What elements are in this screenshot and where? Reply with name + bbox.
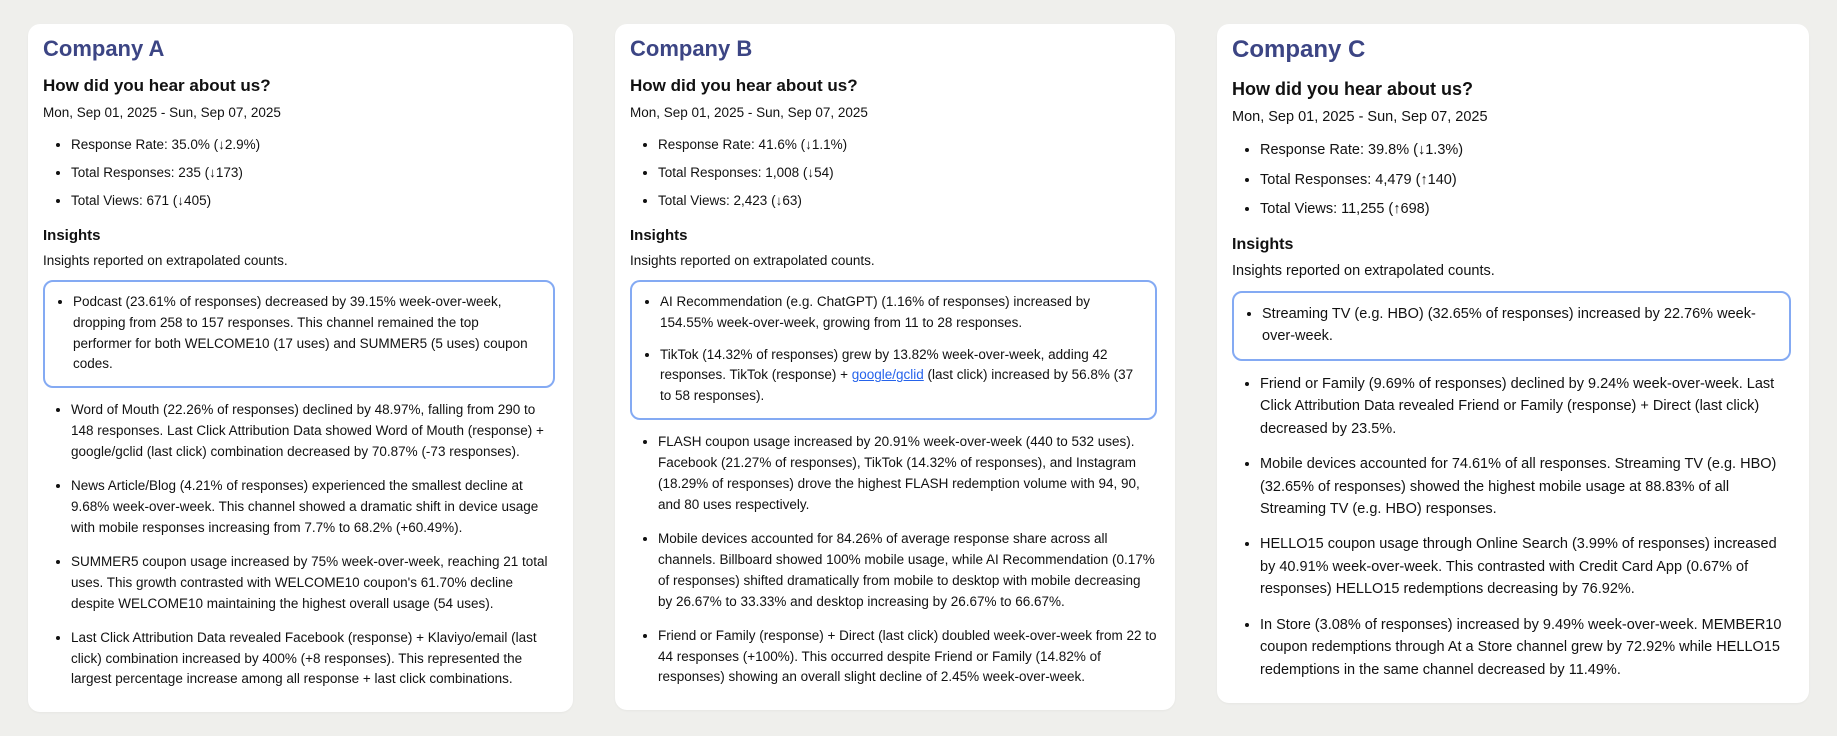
insight-item: • Podcast (23.61% of responses) decreased by 39.15% week-over-week, dropping from 258 to 157 responses. This channel remained the top performer for both WELCOME10 (17 uses) and SUMMER5 (5 uses) coupon codes. [73,292,541,376]
summary-stats [1232,141,1791,220]
stat-total-responses: • Total Responses: 1,008 (↓54) [658,164,1157,182]
insight-item: • Friend or Family (response) + Direct (last click) doubled week-over-week from 22 to 44 responses (+100%). This occurred despite Friend or Family (14.82% of responses) showing an overall slight decline of 2.45% week-over-week. [658,626,1157,689]
stat-response-rate: • Response Rate: 41.6% (↓1.1%) [658,136,1157,154]
highlighted-insight-box[interactable] [630,280,1157,421]
date-range: Mon, Sep 01, 2025 - Sun, Sep 07, 2025 [1232,109,1488,125]
insight-item: • AI Recommendation (e.g. ChatGPT) (1.16% of responses) increased by 154.55% week-over-week, growing from 11 to 28 responses. [660,292,1143,334]
company-title: Company A [43,36,165,61]
highlighted-insight-box[interactable] [1232,291,1791,361]
date-range: Mon, Sep 01, 2025 - Sun, Sep 07, 2025 [630,105,868,120]
insight-item: • FLASH coupon usage increased by 20.91% week-over-week (440 to 532 uses). Facebook (21.27% of responses), TikTok (14.32% of responses), and Instagram (18.29% of responses) drove the highest FLASH redemption volume with 94, 90, and 80 uses respectively. [658,432,1157,516]
insight-item: • Word of Mouth (22.26% of responses) declined by 48.97%, falling from 290 to 148 responses. Last Click Attribution Data showed Word of Mouth (response) + google/gclid (last click) combination decreased by 70.87% (-73 responses). [71,400,555,463]
insight-item: • SUMMER5 coupon usage increased by 75% week-over-week, reaching 21 total uses. This growth contrasted with WELCOME10 coupon's 61.70% decline despite WELCOME10 maintaining the highest overall usage (54 uses). [71,552,555,615]
highlighted-insight-list [634,292,1143,408]
insight-item [660,345,1143,408]
stat-response-rate: • Response Rate: 39.8% (↓1.3%) [1260,141,1791,161]
insights-heading: Insights [43,226,101,244]
summary-stats [43,136,555,211]
highlighted-insight-list [47,292,541,376]
insights-note: Insights reported on extrapolated counts. [630,252,875,268]
company-title: Company B [630,36,753,61]
insight-item: • In Store (3.08% of responses) increased by 9.49% week-over-week. MEMBER10 coupon redemptions through At a Store channel grew by 72.92% while HELLO15 redemptions in the same channel decreased by 11.49%. [1260,614,1791,681]
stat-response-rate: • Response Rate: 35.0% (↓2.9%) [71,136,555,154]
insight-item: • Streaming TV (e.g. HBO) (32.65% of responses) increased by 22.76% week-over-week. [1262,303,1777,348]
highlighted-insight-list [1236,303,1777,348]
insights-heading: Insights [630,226,688,244]
date-range: Mon, Sep 01, 2025 - Sun, Sep 07, 2025 [43,105,281,120]
insight-item: • HELLO15 coupon usage through Online Search (3.99% of responses) increased by 40.91% week-over-week. This contrasted with Credit Card App (0.67% of responses) HELLO15 redemptions decreasing by 76.92%. [1260,533,1791,600]
survey-question-title: How did you hear about us? [43,76,271,95]
company-title: Company C [1232,36,1366,63]
insight-item: • News Article/Blog (4.21% of responses) experienced the smallest decline at 9.68% week-over-week. This channel showed a dramatic shift in device usage with mobile responses increasing from 7.7% to 68.2% (+60.49%). [71,476,555,539]
insight-list [43,400,555,690]
insights-heading: Insights [1232,235,1294,253]
stat-total-views: • Total Views: 2,423 (↓63) [658,192,1157,210]
stat-total-views: • Total Views: 671 (↓405) [71,192,555,210]
insight-list [630,432,1157,688]
stat-total-responses: • Total Responses: 235 (↓173) [71,164,555,182]
google-gclid-link[interactable]: google/gclid [851,367,924,383]
insight-text-post: (last click) increased by 56.8% (37 to 58 responses). [660,367,1134,404]
insight-list [1232,373,1791,682]
stat-total-views: • Total Views: 11,255 (↑698) [1260,200,1791,220]
survey-question-title: How did you hear about us? [1232,79,1474,99]
insight-item: • Last Click Attribution Data revealed Facebook (response) + Klaviyo/email (last click) combination increased by 400% (+8 responses). This represented the largest percentage increase among all response + last click combinations. [71,628,555,691]
survey-question-title: How did you hear about us? [630,76,858,95]
insight-text-pre: TikTok (14.32% of responses) grew by 13.82% week-over-week, adding 42 responses. TikTok (response) + [660,346,1108,383]
highlighted-insight-box[interactable] [43,280,555,389]
insight-item: • Mobile devices accounted for 84.26% of average response share across all channels. Billboard showed 100% mobile usage, while AI Recommendation (0.17% of responses) shifted dramatically from mobile to desktop with mobile decreasing by 26.67% to 33.33% and desktop increasing by 26.67% to 66.67%. [658,529,1157,613]
insights-note: Insights reported on extrapolated counts. [43,252,288,268]
stat-total-responses: • Total Responses: 4,479 (↑140) [1260,171,1791,191]
company-card-b [615,24,1175,710]
insight-item: • Mobile devices accounted for 74.61% of all responses. Streaming TV (e.g. HBO) (32.65% of responses) showed the highest mobile usage at 88.83% of all Streaming TV (e.g. HBO) responses. [1260,453,1791,520]
company-card-a [28,24,573,712]
insights-note: Insights reported on extrapolated counts. [1232,262,1495,279]
company-card-c [1217,24,1809,703]
summary-stats [630,136,1157,211]
insight-item: • Friend or Family (9.69% of responses) declined by 9.24% week-over-week. Last Click Attribution Data revealed Friend or Family (response) + Direct (last click) decreased by 23.5%. [1260,373,1791,440]
